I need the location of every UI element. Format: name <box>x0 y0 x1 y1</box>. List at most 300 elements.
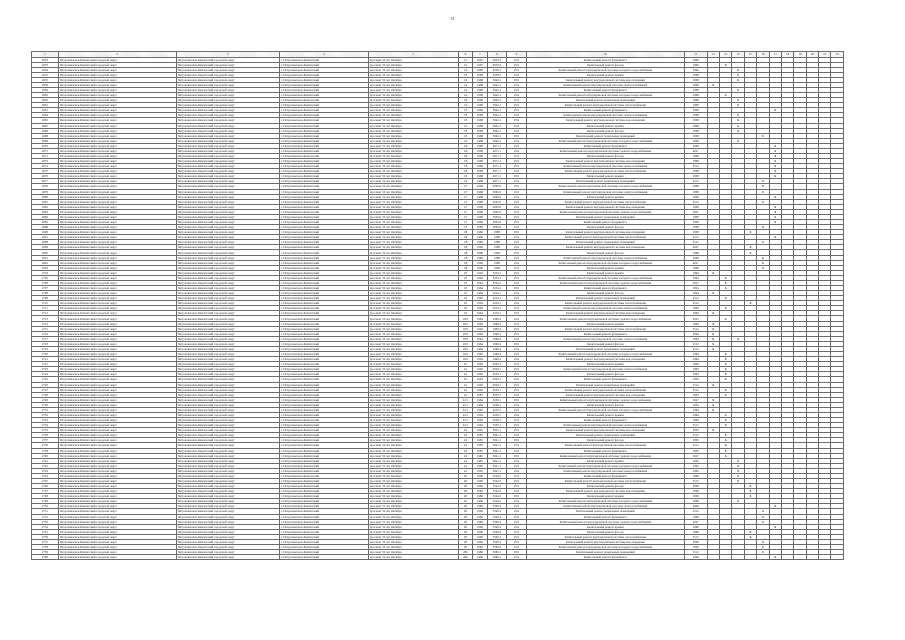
row-number: 2726 <box>32 382 59 387</box>
city-cell: г. Петропавловск-Камчатский <box>279 407 368 412</box>
cost-cell: 2627 <box>684 453 707 458</box>
locality-cell: Петропавловск-Камчатский городской округ <box>176 153 279 158</box>
work-type-cell: Капитальный ремонт фасада <box>526 341 684 346</box>
locality-cell: Петропавловск-Камчатский городской округ <box>176 128 279 133</box>
house-number-cell: 1/7 <box>458 189 472 194</box>
city-cell: г. Петропавловск-Камчатский <box>279 214 368 219</box>
work-type-cell: Капитальный ремонт подвальных помещений <box>526 346 684 351</box>
locality-cell: Петропавловск-Камчатский городской округ <box>176 550 279 555</box>
row-number: 2740 <box>32 453 59 458</box>
rate-cell: 25.0 <box>507 204 527 209</box>
work-type-cell: Капитальный ремонт фундамента <box>526 555 684 560</box>
city-cell: г. Петропавловск-Камчатский <box>279 519 368 524</box>
row-number: 2674 <box>32 164 59 169</box>
cost-cell: 2512 <box>684 382 707 387</box>
locality-cell: Петропавловск-Камчатский городской округ <box>176 245 279 250</box>
city-cell: г. Петропавловск-Камчатский <box>279 382 368 387</box>
street-cell: проспект 50 лет Октября <box>368 519 458 524</box>
street-cell: проспект 50 лет Октября <box>368 489 458 494</box>
rate-cell: 25.0 <box>507 113 527 118</box>
street-cell: проспект 50 лет Октября <box>368 509 458 514</box>
area-cell: 1960.4 <box>487 331 507 336</box>
city-cell: г. Петропавловск-Камчатский <box>279 164 368 169</box>
street-cell: проспект 50 лет Октября <box>368 341 458 346</box>
district-cell: Петропавловск-Камчатский городской округ <box>58 397 176 402</box>
locality-cell: Петропавловск-Камчатский городской округ <box>176 545 279 550</box>
period-mark-cell: X <box>732 103 744 108</box>
row-number: 2739 <box>32 448 59 453</box>
period-mark-cell: X <box>732 123 744 128</box>
area-cell: 1988 <box>487 260 507 265</box>
cost-cell: 2512 <box>684 387 707 392</box>
year-cell: 1968 <box>473 113 487 118</box>
cost-cell: 1868 <box>684 153 707 158</box>
district-cell: Петропавловск-Камчатский городской округ <box>58 194 176 199</box>
cost-cell: 1868 <box>684 123 707 128</box>
locality-cell: Петропавловск-Камчатский городской округ <box>176 67 279 72</box>
street-cell: проспект 50 лет Октября <box>368 77 458 82</box>
district-cell: Петропавловск-Камчатский городской округ <box>58 270 176 275</box>
street-cell: проспект 50 лет Октября <box>368 545 458 550</box>
work-type-cell: Капитальный ремонт фундамента <box>526 331 684 336</box>
work-type-cell: Капитальный ремонт внутридомовой системы теплоснабжения <box>526 387 684 392</box>
year-cell: 1968 <box>473 199 487 204</box>
year-cell: 1965 <box>473 458 487 463</box>
street-cell: проспект 50 лет Октября <box>368 438 458 443</box>
period-mark-cell: X <box>707 326 719 331</box>
rate-cell: 25.0 <box>507 448 527 453</box>
period-mark-cell <box>757 555 769 560</box>
city-cell: г. Петропавловск-Камчатский <box>279 463 368 468</box>
city-cell: г. Петропавловск-Камчатский <box>279 550 368 555</box>
period-mark-cell: X <box>732 77 744 82</box>
period-mark-cell: X <box>757 514 769 519</box>
district-cell: Петропавловск-Камчатский городской округ <box>58 143 176 148</box>
street-cell: проспект 50 лет Октября <box>368 103 458 108</box>
work-type-cell: Капитальный ремонт подвальных помещений <box>526 179 684 184</box>
rate-cell: 25.0 <box>507 225 527 230</box>
row-number: 2760 <box>32 555 59 560</box>
house-number-cell: 1/6 <box>458 169 472 174</box>
house-number-cell: 1/1 <box>458 57 472 62</box>
area-cell: 5942.1 <box>487 82 507 87</box>
rate-cell: 25.0 <box>507 250 527 255</box>
area-cell: 3921.1 <box>487 438 507 443</box>
house-number-cell: 28 <box>458 529 472 534</box>
street-cell: проспект 50 лет Октября <box>368 524 458 529</box>
work-type-cell: Капитальный ремонт внутридомовой системы водоотведения <box>526 159 684 164</box>
city-cell: г. Петропавловск-Камчатский <box>279 326 368 331</box>
year-cell: 1966 <box>473 245 487 250</box>
rate-cell: 25.0 <box>507 326 527 331</box>
period-mark-cell: X <box>719 387 731 392</box>
work-type-cell: Капитальный ремонт внутридомовой системы горячего водоснабжения <box>526 280 684 285</box>
street-cell: проспект 50 лет Октября <box>368 346 458 351</box>
cost-cell: 1864 <box>684 291 707 296</box>
rate-cell: 25.0 <box>507 484 527 489</box>
house-number-cell: 1/8 <box>458 255 472 260</box>
year-cell: 1966 <box>473 484 487 489</box>
locality-cell: Петропавловск-Камчатский городской округ <box>176 108 279 113</box>
year-cell: 1966 <box>473 524 487 529</box>
district-cell: Петропавловск-Камчатский городской округ <box>58 311 176 316</box>
district-cell: Петропавловск-Камчатский городской округ <box>58 316 176 321</box>
street-cell: проспект 50 лет Октября <box>368 458 458 463</box>
year-cell: 1966 <box>473 519 487 524</box>
area-cell: 5942.1 <box>487 103 507 108</box>
cost-cell: 1868 <box>684 194 707 199</box>
period-mark-cell: X <box>769 153 781 158</box>
year-cell: 1964 <box>473 326 487 331</box>
row-number: 2640 <box>32 98 59 103</box>
rate-cell: 25.0 <box>507 478 527 483</box>
city-cell: г. Петропавловск-Камчатский <box>279 534 368 539</box>
cost-cell: 1863 <box>684 372 707 377</box>
street-cell: проспект 50 лет Октября <box>368 494 458 499</box>
house-number-cell: 1/7 <box>458 225 472 230</box>
period-mark-cell: X <box>769 220 781 225</box>
cost-cell: 1866 <box>684 504 707 509</box>
house-number-cell: 1/4 <box>458 82 472 87</box>
street-cell: проспект 50 лет Октября <box>368 260 458 265</box>
district-cell: Петропавловск-Камчатский городской округ <box>58 240 176 245</box>
locality-cell: Петропавловск-Камчатский городской округ <box>176 286 279 291</box>
district-cell: Петропавловск-Камчатский городской округ <box>58 118 176 123</box>
house-number-cell: 18/2 <box>458 352 472 357</box>
district-cell: Петропавловск-Камчатский городской округ <box>58 280 176 285</box>
house-number-cell: 1/8 <box>458 245 472 250</box>
district-cell: Петропавловск-Камчатский городской округ <box>58 82 176 87</box>
year-cell: 1964 <box>473 412 487 417</box>
cost-cell: 1868 <box>684 230 707 235</box>
area-cell: 3921.1 <box>487 433 507 438</box>
row-number: 2669 <box>32 138 59 143</box>
row-number: 2745 <box>32 478 59 483</box>
work-type-cell: Капитальный ремонт внутридомовой системы водоотведения <box>526 230 684 235</box>
row-number: 2743 <box>32 468 59 473</box>
year-cell: 1966 <box>473 255 487 260</box>
street-cell: проспект 50 лет Октября <box>368 159 458 164</box>
city-cell: г. Петропавловск-Камчатский <box>279 260 368 265</box>
work-type-cell: Капитальный ремонт крыши <box>526 270 684 275</box>
rate-cell: 25.0 <box>507 82 527 87</box>
street-cell: проспект 50 лет Октября <box>368 362 458 367</box>
locality-cell: Петропавловск-Камчатский городской округ <box>176 174 279 179</box>
row-number: 2730 <box>32 402 59 407</box>
street-cell: проспект 50 лет Октября <box>368 87 458 92</box>
year-cell: 1968 <box>473 98 487 103</box>
rate-cell: 25.0 <box>507 367 527 372</box>
district-cell: Петропавловск-Камчатский городской округ <box>58 499 176 504</box>
year-cell: 1966 <box>473 265 487 270</box>
period-mark-cell: X <box>757 189 769 194</box>
cost-cell: 1866 <box>684 529 707 534</box>
house-number-cell: 1/7 <box>458 184 472 189</box>
district-cell: Петропавловск-Камчатский городской округ <box>58 362 176 367</box>
locality-cell: Петропавловск-Камчатский городской округ <box>176 270 279 275</box>
period-mark-cell: X <box>719 362 731 367</box>
city-cell: г. Петропавловск-Камчатский <box>279 98 368 103</box>
row-number: 2686 <box>32 225 59 230</box>
cost-cell: 1864 <box>684 352 707 357</box>
area-cell: 3065.6 <box>487 220 507 225</box>
year-cell: 1964 <box>473 301 487 306</box>
work-type-cell: Капитальный ремонт внутридомовой системы электроснабжения <box>526 306 684 311</box>
work-type-cell: Капитальный ремонт подвальных помещений <box>526 133 684 138</box>
city-cell: г. Петропавловск-Камчатский <box>279 428 368 433</box>
repair-register-table <box>31 51 844 560</box>
work-type-cell: Капитальный ремонт внутридомовой системы холодного водоснабжения <box>526 499 684 504</box>
house-number-cell: 22 <box>458 392 472 397</box>
area-cell: 3230.1 <box>487 423 507 428</box>
row-number: 2735 <box>32 428 59 433</box>
rate-cell: 25.0 <box>507 98 527 103</box>
cost-cell: 1868 <box>684 82 707 87</box>
rate-cell: 25.0 <box>507 118 527 123</box>
city-cell: г. Петропавловск-Камчатский <box>279 362 368 367</box>
district-cell: Петропавловск-Камчатский городской округ <box>58 377 176 382</box>
work-type-cell: Капитальный ремонт фасада <box>526 438 684 443</box>
period-mark-cell: X <box>757 265 769 270</box>
period-mark-cell: X <box>769 555 781 560</box>
house-number-cell: 26 <box>458 473 472 478</box>
locality-cell: Петропавловск-Камчатский городской округ <box>176 169 279 174</box>
street-cell: проспект 50 лет Октября <box>368 179 458 184</box>
street-cell: проспект 50 лет Октября <box>368 372 458 377</box>
period-mark-cell: X <box>719 448 731 453</box>
city-cell: г. Петропавловск-Камчатский <box>279 433 368 438</box>
district-cell: Петропавловск-Камчатский городской округ <box>58 392 176 397</box>
period-mark-cell: X <box>744 494 756 499</box>
locality-cell: Петропавловск-Камчатский городской округ <box>176 138 279 143</box>
work-type-cell: Капитальный ремонт внутридомовой системы холодного водоснабжения <box>526 93 684 98</box>
district-cell: Петропавловск-Камчатский городской округ <box>58 301 176 306</box>
city-cell: г. Петропавловск-Камчатский <box>279 484 368 489</box>
row-number: 2698 <box>32 240 59 245</box>
area-cell: 4971.1 <box>487 148 507 153</box>
locality-cell: Петропавловск-Камчатский городской округ <box>176 438 279 443</box>
rate-cell: 25.0 <box>507 306 527 311</box>
locality-cell: Петропавловск-Камчатский городской округ <box>176 468 279 473</box>
row-number: 2671 <box>32 153 59 158</box>
area-cell: 4503.1 <box>487 367 507 372</box>
period-mark-cell: X <box>732 499 744 504</box>
period-mark-cell: X <box>744 534 756 539</box>
page-number: 51 <box>450 16 455 21</box>
rate-cell: 25.0 <box>507 159 527 164</box>
cost-cell: 1864 <box>684 321 707 326</box>
year-cell: 1967 <box>473 57 487 62</box>
work-type-cell: Капитальный ремонт фасада <box>526 128 684 133</box>
house-number-cell: 1/7 <box>458 209 472 214</box>
locality-cell: Петропавловск-Камчатский городской округ <box>176 98 279 103</box>
period-mark-cell: X <box>732 128 744 133</box>
district-cell: Петропавловск-Камчатский городской округ <box>58 199 176 204</box>
period-mark-cell: X <box>707 407 719 412</box>
work-type-cell: Капитальный ремонт внутридомовой системы холодного водоснабжения <box>526 407 684 412</box>
district-cell: Петропавловск-Камчатский городской округ <box>58 529 176 534</box>
district-cell: Петропавловск-Камчатский городской округ <box>58 484 176 489</box>
column-number-19: 19 <box>794 52 806 58</box>
cost-cell: 2512 <box>684 433 707 438</box>
house-number-cell: 26 <box>458 489 472 494</box>
row-number: 2633 <box>32 57 59 62</box>
house-number-cell: 1/6 <box>458 179 472 184</box>
work-type-cell: Капитальный ремонт внутридомовой системы теплоснабжения <box>526 443 684 448</box>
city-cell: г. Петропавловск-Камчатский <box>279 189 368 194</box>
district-cell: Петропавловск-Камчатский городской округ <box>58 72 176 77</box>
locality-cell: Петропавловск-Камчатский городской округ <box>176 423 279 428</box>
cost-cell: 2627 <box>684 148 707 153</box>
street-cell: проспект 50 лет Октября <box>368 98 458 103</box>
street-cell: проспект 50 лет Октября <box>368 230 458 235</box>
work-type-cell: Капитальный ремонт внутридомовой системы водоотведения <box>526 428 684 433</box>
row-number: 2741 <box>32 458 59 463</box>
street-cell: проспект 50 лет Октября <box>368 555 458 560</box>
cost-cell: 2512 <box>684 346 707 351</box>
area-cell: 4503.1 <box>487 382 507 387</box>
area-cell: 3254.1 <box>487 280 507 285</box>
period-mark-cell: X <box>757 539 769 544</box>
period-mark-cell: X <box>732 98 744 103</box>
row-number: 2664 <box>32 113 59 118</box>
area-cell: 3590.4 <box>487 539 507 544</box>
city-cell: г. Петропавловск-Камчатский <box>279 321 368 326</box>
house-number-cell: 1/6 <box>458 164 472 169</box>
house-number-cell: 22/1 <box>458 423 472 428</box>
locality-cell: Петропавловск-Камчатский городской округ <box>176 392 279 397</box>
period-mark-cell: X <box>707 321 719 326</box>
city-cell: г. Петропавловск-Камчатский <box>279 489 368 494</box>
house-number-cell: 28 <box>458 539 472 544</box>
rate-cell: 25.0 <box>507 468 527 473</box>
city-cell: г. Петропавловск-Камчатский <box>279 225 368 230</box>
period-mark-cell: X <box>719 453 731 458</box>
locality-cell: Петропавловск-Камчатский городской округ <box>176 382 279 387</box>
column-number-20: 20 <box>806 52 818 58</box>
street-cell: проспект 50 лет Октября <box>368 382 458 387</box>
rate-cell: 25.0 <box>507 280 527 285</box>
city-cell: г. Петропавловск-Камчатский <box>279 143 368 148</box>
column-number-9: 9 <box>507 52 527 58</box>
row-number: 2754 <box>32 524 59 529</box>
locality-cell: Петропавловск-Камчатский городской округ <box>176 341 279 346</box>
locality-cell: Петропавловск-Камчатский городской округ <box>176 250 279 255</box>
rate-cell: 25.0 <box>507 57 527 62</box>
city-cell: г. Петропавловск-Камчатский <box>279 250 368 255</box>
locality-cell: Петропавловск-Камчатский городской округ <box>176 235 279 240</box>
period-mark-cell <box>719 555 731 560</box>
locality-cell: Петропавловск-Камчатский городской округ <box>176 220 279 225</box>
area-cell: 3065.6 <box>487 225 507 230</box>
period-mark-cell: X <box>719 423 731 428</box>
period-mark-cell: X <box>744 529 756 534</box>
row-number: 2727 <box>32 387 59 392</box>
locality-cell: Петропавловск-Камчатский городской округ <box>176 255 279 260</box>
street-cell: проспект 50 лет Октября <box>368 428 458 433</box>
row-number: 2728 <box>32 392 59 397</box>
house-number-cell: 1/7 <box>458 194 472 199</box>
year-cell: 1966 <box>473 504 487 509</box>
column-number-15: 15 <box>744 52 756 58</box>
locality-cell: Петропавловск-Камчатский городской округ <box>176 504 279 509</box>
city-cell: г. Петропавловск-Камчатский <box>279 438 368 443</box>
street-cell: проспект 50 лет Октября <box>368 275 458 280</box>
locality-cell: Петропавловск-Камчатский городской округ <box>176 159 279 164</box>
street-cell: проспект 50 лет Октября <box>368 72 458 77</box>
table-body <box>32 57 844 560</box>
row-number: 2758 <box>32 545 59 550</box>
street-cell: проспект 50 лет Октября <box>368 539 458 544</box>
cost-cell: 2512 <box>684 478 707 483</box>
area-cell: 3230.1 <box>487 397 507 402</box>
rate-cell: 25.0 <box>507 545 527 550</box>
year-cell: 1963 <box>473 377 487 382</box>
locality-cell: Петропавловск-Камчатский городской округ <box>176 519 279 524</box>
year-cell: 1966 <box>473 250 487 255</box>
area-cell: 5942.1 <box>487 87 507 92</box>
cost-cell: 1866 <box>684 473 707 478</box>
city-cell: г. Петропавловск-Камчатский <box>279 286 368 291</box>
cost-cell: 1866 <box>684 545 707 550</box>
rate-cell: 25.0 <box>507 169 527 174</box>
rate-cell: 25.0 <box>507 428 527 433</box>
work-type-cell: Капитальный ремонт внутридомовой системы горячего водоснабжения <box>526 209 684 214</box>
row-number: 2724 <box>32 372 59 377</box>
area-cell: 1960.4 <box>487 341 507 346</box>
row-number: 2725 <box>32 377 59 382</box>
work-type-cell: Капитальный ремонт крыши <box>526 194 684 199</box>
period-mark-cell: X <box>719 93 731 98</box>
street-cell: проспект 50 лет Октября <box>368 418 458 423</box>
cost-cell: 1865 <box>684 428 707 433</box>
city-cell: г. Петропавловск-Камчатский <box>279 418 368 423</box>
work-type-cell: Капитальный ремонт внутридомовой системы водоотведения <box>526 392 684 397</box>
street-cell: проспект 50 лет Октября <box>368 225 458 230</box>
street-cell: проспект 50 лет Октября <box>368 433 458 438</box>
cost-cell: 1864 <box>684 286 707 291</box>
city-cell: г. Петропавловск-Камчатский <box>279 494 368 499</box>
work-type-cell: Капитальный ремонт внутридомовой системы водоотведения <box>526 204 684 209</box>
year-cell: 1963 <box>473 367 487 372</box>
cost-cell: 1865 <box>684 463 707 468</box>
district-cell: Петропавловск-Камчатский городской округ <box>58 275 176 280</box>
period-mark-cell: X <box>719 352 731 357</box>
area-cell: 3254.1 <box>487 275 507 280</box>
rate-cell: 25.0 <box>507 407 527 412</box>
area-cell: 3254.1 <box>487 291 507 296</box>
locality-cell: Петропавловск-Камчатский городской округ <box>176 407 279 412</box>
cost-cell: 2512 <box>684 326 707 331</box>
city-cell: г. Петропавловск-Камчатский <box>279 392 368 397</box>
district-cell: Петропавловск-Камчатский городской округ <box>58 331 176 336</box>
period-mark-cell: X <box>719 296 731 301</box>
house-number-cell: 22 <box>458 372 472 377</box>
row-number: 2731 <box>32 407 59 412</box>
area-cell: 5942.1 <box>487 118 507 123</box>
work-type-cell: Капитальный ремонт крыши <box>526 362 684 367</box>
period-mark-cell: X <box>719 433 731 438</box>
area-cell: 3544.5 <box>487 489 507 494</box>
city-cell: г. Петропавловск-Камчатский <box>279 367 368 372</box>
district-cell: Петропавловск-Камчатский городской округ <box>58 433 176 438</box>
row-number: 2737 <box>32 438 59 443</box>
city-cell: г. Петропавловск-Камчатский <box>279 473 368 478</box>
locality-cell: Петропавловск-Камчатский городской округ <box>176 260 279 265</box>
city-cell: г. Петропавловск-Камчатский <box>279 209 368 214</box>
street-cell: проспект 50 лет Октября <box>368 286 458 291</box>
street-cell: проспект 50 лет Октября <box>368 306 458 311</box>
